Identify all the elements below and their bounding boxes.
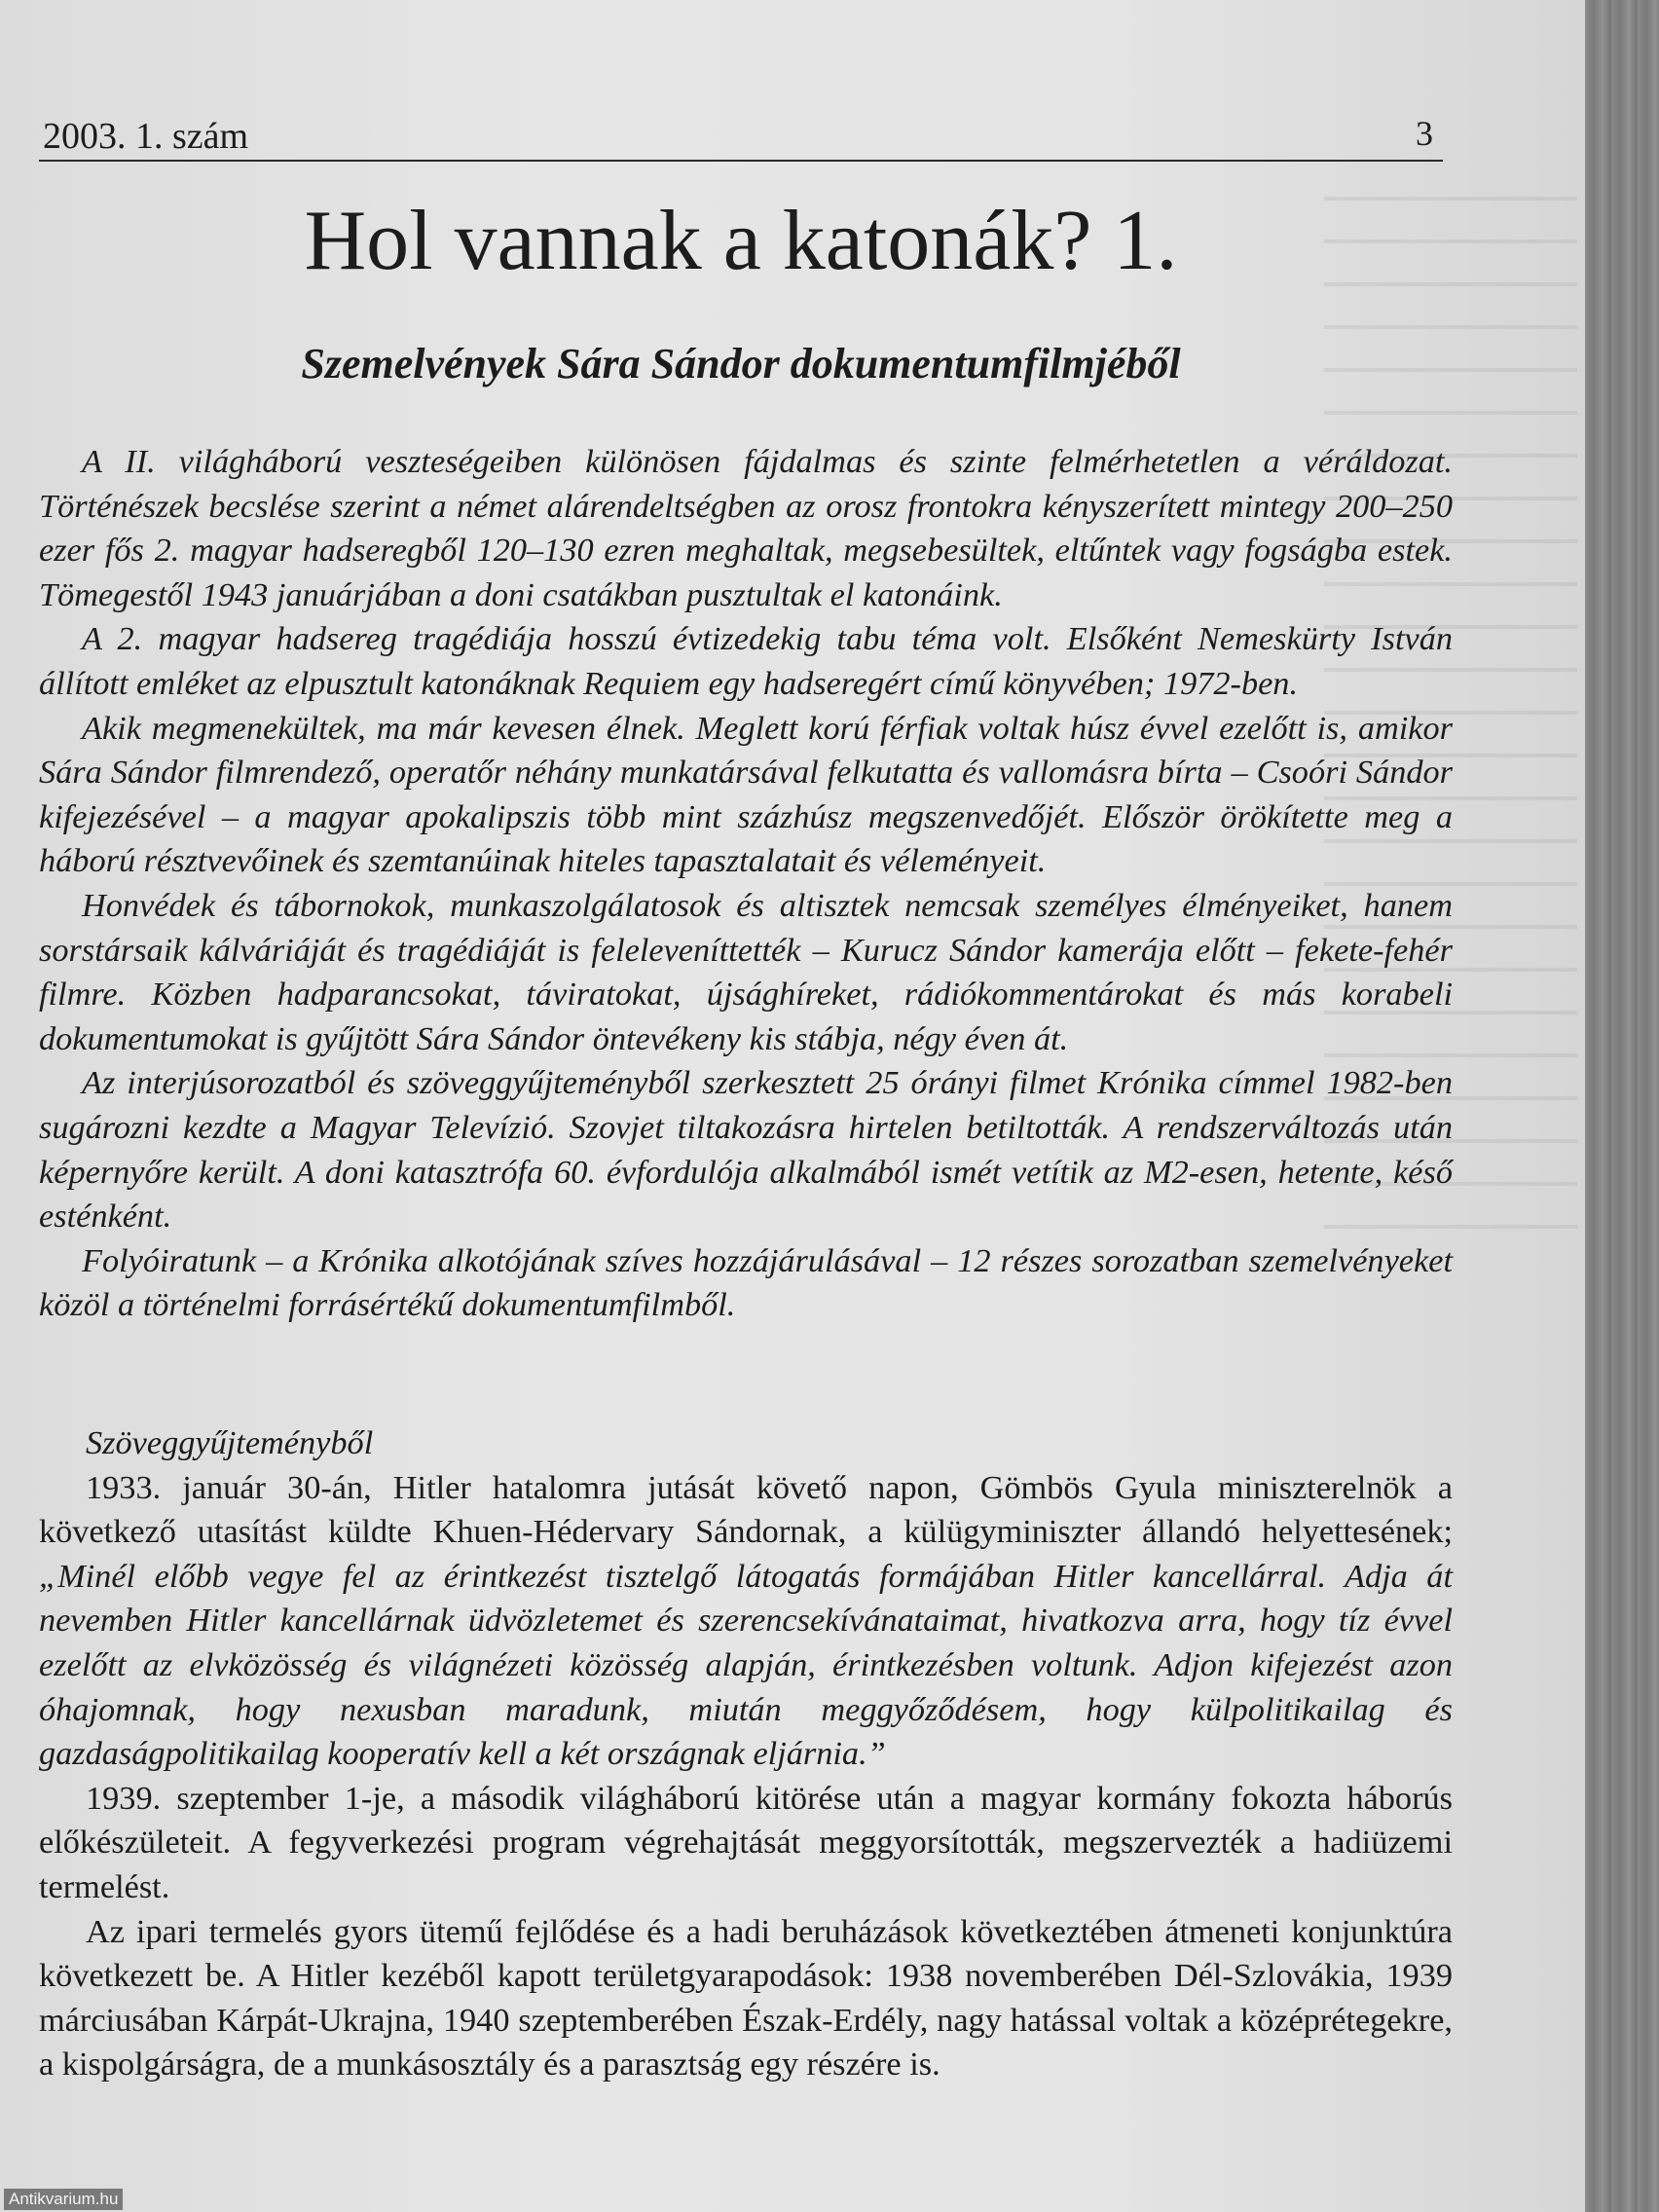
watermark: Antikvarium.hu (4, 2189, 123, 2210)
intro-paragraph: A II. világháború veszteségeiben különösen fájdalmas és szinte felmérhetetlen a véráldozat. Történészek becslése szerint a német alárendeltségben az orosz frontokra kényszerített mintegy 200–250 ezer fős 2. magyar hadseregből 120–130 ezren meghaltak, megsebesültek, eltűntek vagy fogságba estek. Tömegestől 1943 januárjában a doni csatákban pusztultak el katonáink. (39, 443, 1453, 613)
source-section (39, 1421, 1453, 2087)
intro-paragraph: Akik megmenekültek, ma már kevesen élnek. Meglett korú férfiak voltak húsz évvel ezelőtt is, amikor Sára Sándor filmrendező, operatőr néhány munkatársával felkutatta és vallomásra bírta – Csoóri Sándor kifejezésével – a magyar apokalipszis több mint százhúsz megszenvedőjét. Először örökítette meg a háború résztvevőinek és szemtanúinak hiteles tapasztalatait és véleményeit. (39, 709, 1453, 880)
article-title: Hol vannak a katonák? 1. (304, 194, 1178, 288)
article-subtitle: Szemelvények Sára Sándor dokumentumfilmjéből (301, 340, 1181, 387)
intro-paragraph: A 2. magyar hadsereg tragédiája hosszú évtizedekig tabu téma volt. Elsőként Nemeskürty István állított emléket az elpusztult katonáknak Requiem egy hadseregért című könyvében; 1972-ben. (39, 620, 1453, 702)
body-paragraph (39, 1466, 1453, 1777)
page-stack-edge (1585, 0, 1659, 2212)
intro-block (39, 440, 1453, 1328)
section-label: Szöveggyűjteményből (86, 1424, 374, 1461)
running-header (39, 105, 1443, 162)
intro-paragraph: Folyóiratunk – a Krónika alkotójának szíves hozzájárulásával – 12 részes sorozatban szemelvényeket közöl a történelmi forrásértékű dokumentumfilmből. (39, 1241, 1453, 1324)
body-paragraph: 1939. szeptember 1-je, a második világháború kitörése után a magyar kormány fokozta háborús előkészületeit. A fegyverkezési program végrehajtását meggyorsították, megszervezték a hadiüzemi termelést. (39, 1779, 1453, 1905)
paragraph-lead: 1933. január 30-án, Hitler hatalomra jutását követő napon, Gömbös Gyula miniszterelnök a következő utasítást küldte Khuen-Hédervary Sándornak, a külügyminiszter állandó helyettesének; (39, 1468, 1453, 1551)
body-paragraph: Az ipari termelés gyors ütemű fejlődése és a hadi beruházások következtében átmeneti konjunktúra következett be. A Hitler kezéből kapott területgyarapodások: 1938 novemberében Dél-Szlovákia, 1939 márciusában Kárpát-Ukrajna, 1940 szeptemberében Észak-Erdély, nagy hatással voltak a középrétegekre, a kispolgárságra, de a munkásosztály és a parasztság egy részére is. (39, 1912, 1453, 2083)
page-number: 3 (1416, 114, 1433, 153)
gombos-quote: „Minél előbb vegye fel az érintkezést tisztelgő látogatás formájában Hitler kancellárral. Adja át nevemben Hitler kancellárnak üdvözletemet és szerencsekívánataimat, hivatkozva arra, hogy tíz évvel ezelőtt az elvközösség és világnézeti közösség alapján, érintkezésben voltunk. Adjon kifejezést azon óhajomnak, hogy nexusban maradunk, miután meggyőződésem, hogy külpolitikailag és gazdaságpolitikailag kooperatív kell a két országnak eljárnia.” (39, 1557, 1453, 1773)
issue-label: 2003. 1. szám (43, 116, 249, 157)
intro-paragraph: Az interjúsorozatból és szöveggyűjteményből szerkesztett 25 órányi filmet Krónika címmel 1982-ben sugározni kezdte a Magyar Televízió. Szovjet tiltakozásra hirtelen betiltották. A rendszerváltozás után képernyőre került. A doni katasztrófa 60. évfordulója alkalmából ismét vetítik az M2-esen, hetente, késő esténként. (39, 1064, 1453, 1235)
intro-paragraph: Honvédek és tábornokok, munkaszolgálatosok és altisztek nemcsak személyes élményeiket, hanem sorstársaik kálváriáját és tragédiáját is feleleveníttették – Kurucz Sándor kamerája előtt – fekete-fehér filmre. Közben hadparancsokat, táviratokat, újsághíreket, rádiókommentárokat és más korabeli dokumentumokat is gyűjtött Sára Sándor öntevékeny kis stábja, négy éven át. (39, 886, 1453, 1057)
